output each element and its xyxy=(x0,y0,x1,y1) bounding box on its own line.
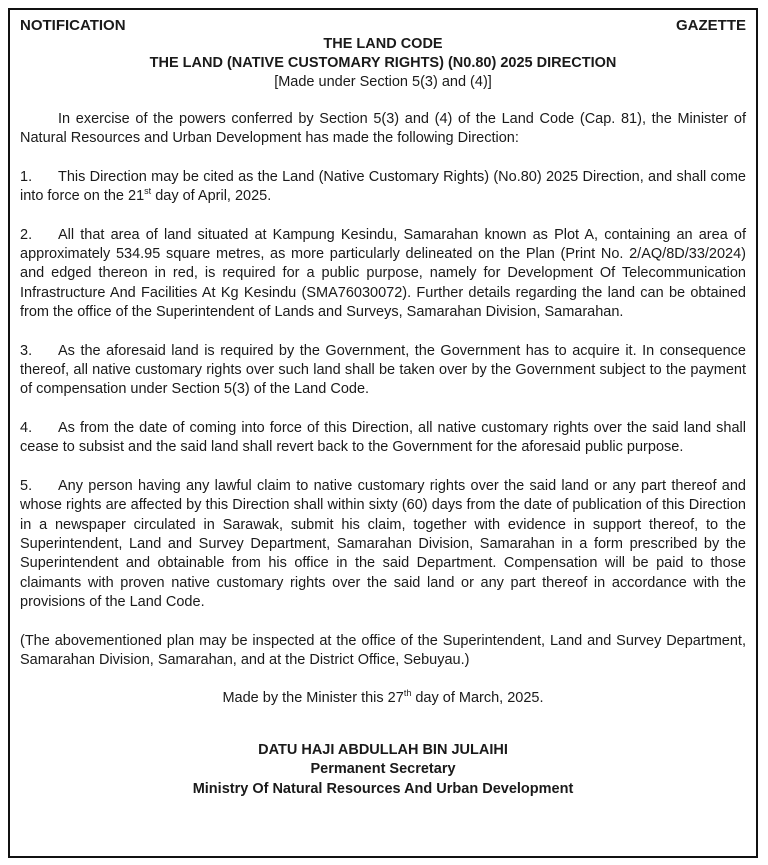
title-line-2: THE LAND (NATIVE CUSTOMARY RIGHTS) (N0.80) 2025 DIRECTION xyxy=(149,55,617,71)
paragraph-text-end: day of April, 2025. xyxy=(151,188,272,205)
paragraph-text: This Direction may be cited as the Land (Native Customary Rights) (No.80) 2025 Direction, and shall come into force on the 21 xyxy=(20,168,746,205)
paragraph-number: 1. xyxy=(20,168,33,185)
gazette-label: GAZETTE xyxy=(676,17,746,34)
made-by-text: Made by the Minister this 27 xyxy=(222,690,404,707)
paragraph-number: 3. xyxy=(20,342,33,359)
paragraph-text: As from the date of coming into force of this Direction, all native customary rights over the said land shall cease to subsist and the said land shall revert back to the Government for the aforesaid public purpose. xyxy=(20,419,746,456)
intro-text: In exercise of the powers conferred by Section 5(3) and (4) of the Land Code (Cap. 81), the Minister of Natural Resources and Urban Development has made the following Direction: xyxy=(20,111,746,147)
paragraph-text: As the aforesaid land is required by the Government, the Government has to acquire it. In consequence thereof, all native customary rights over such land shall be taken over by the Government subject to the payment of compensation under Section 5(3) of the Land Code. xyxy=(20,342,746,398)
gazette-notice xyxy=(8,8,758,858)
paragraph-text: Any person having any lawful claim to native customary rights over the said land or any part thereof and whose rights are affected by this Direction shall within sixty (60) days from the date of publication of this Direction in a newspaper circulated in Sarawak, submit his claim, together with evidence in support thereof, to the Superintendent, Land and Survey Department, Samarahan Division, Samarahan in a form prescribed by the Superintendent and obtainable from his office in the said Department. Compensation will be paid to those claimants with proven native customary rights over the said land or any part thereof in accordance with the provisions of the Land Code. xyxy=(20,477,746,611)
paragraph-4 xyxy=(20,419,746,458)
signatory-ministry: Ministry Of Natural Resources And Urban Development xyxy=(192,780,574,797)
made-by-text-end: day of March, 2025. xyxy=(411,690,544,707)
notice-header xyxy=(20,16,746,35)
made-by-line xyxy=(20,689,746,708)
title-line-3: [Made under Section 5(3) and (4)] xyxy=(274,74,492,90)
paragraph-5 xyxy=(20,477,746,613)
intro-paragraph xyxy=(20,110,746,149)
paragraph-2 xyxy=(20,226,746,323)
signatory-name: DATU HAJI ABDULLAH BIN JULAIHI xyxy=(258,741,508,758)
notification-label: NOTIFICATION xyxy=(20,17,126,34)
paragraph-number: 2. xyxy=(20,226,33,243)
paragraph-text: All that area of land situated at Kampung Kesindu, Samarahan known as Plot A, containing an area of approximately 534.95 square metres, as more particularly delineated on the Plan (Print No. 2/AQ/8D/33/2024) and edged thereon in red, is required for a public purpose, namely for Development Of Telecommunication Infrastructure And Facilities At Kg Kesindu (SMA76030072). Further details regarding the land can be obtained from the office of the Superintendent of Lands and Surveys, Samarahan Division, Samarahan. xyxy=(20,226,746,321)
ordinal-suffix: th xyxy=(403,688,412,699)
paragraph-3 xyxy=(20,342,746,400)
plan-inspection-note: (The abovementioned plan may be inspected at the office of the Superintendent, Land and Survey Department, Samarahan Division, Samarahan, and at the District Office, Sebuyau.) xyxy=(20,632,746,668)
paragraph-1 xyxy=(20,168,746,207)
paragraph-number: 5. xyxy=(20,477,33,494)
signatory-position: Permanent Secretary xyxy=(310,761,456,778)
signature-block xyxy=(20,741,746,800)
ordinal-suffix: st xyxy=(144,186,152,197)
title-line-1: THE LAND CODE xyxy=(323,36,443,52)
paragraph-number: 4. xyxy=(20,419,33,436)
